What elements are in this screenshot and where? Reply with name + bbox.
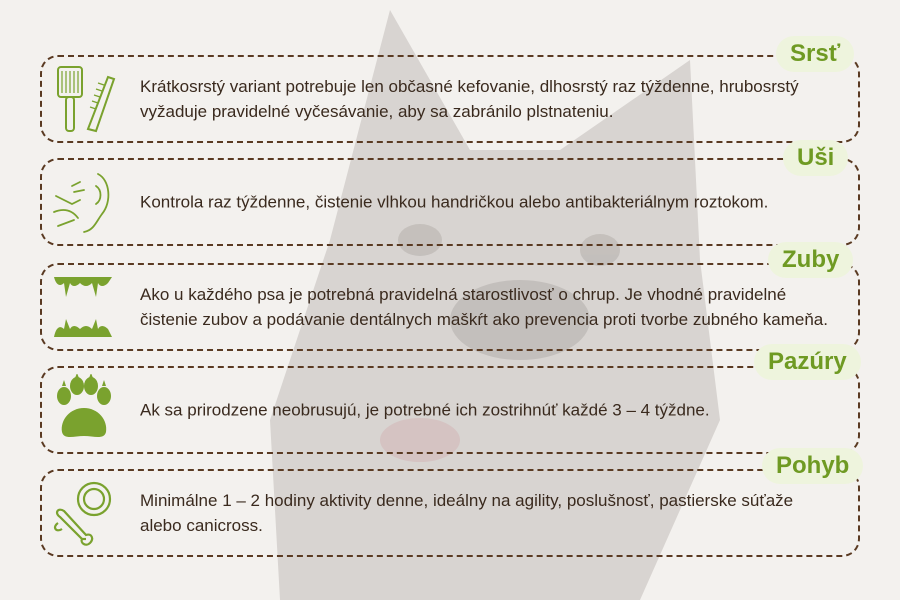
- section-title-pazury: Pazúry: [754, 344, 861, 380]
- card-text: Ak sa prirodzene neobrusujú, je potrebné ich zostrihnúť každé 3 – 4 týždne.: [140, 400, 710, 420]
- card-text: Krátkosrstý variant potrebuje len občasné kefovanie, dlhosrstý raz týždenne, hrubosrstý vyžaduje pravidelné vyčesávanie, aby sa zabránilo plstnateniu.: [140, 77, 799, 121]
- card-text: Minimálne 1 – 2 hodiny aktivity denne, ideálny na agility, poslušnosť, pastierske súťaže alebo canicross.: [140, 491, 794, 535]
- card-text: Ako u každého psa je potrebná pravidelná starostlivosť o chrup. Je vhodné pravidelné čistenie zubov a podávanie dentálnych maškŕt ako prevencia proti tvorbe zubného kameňa.: [140, 285, 828, 329]
- paw-icon: [50, 374, 116, 446]
- ear-cleaning-icon: [50, 166, 116, 238]
- card-zuby: [40, 263, 860, 351]
- brush-and-comb-icon: [50, 63, 116, 135]
- section-title-pohyb: Pohyb: [762, 448, 863, 484]
- section-title-srst: Srsť: [776, 36, 854, 72]
- card-srst: [40, 55, 860, 143]
- bone-and-ball-icon: [50, 477, 116, 549]
- section-title-zuby: Zuby: [768, 242, 853, 278]
- teeth-icon: [50, 271, 116, 343]
- card-pazury: [40, 366, 860, 454]
- card-text: Kontrola raz týždenne, čistenie vlhkou handričkou alebo antibakteriálnym roztokom.: [140, 192, 769, 212]
- section-title-usi: Uši: [783, 140, 848, 176]
- card-pohyb: [40, 469, 860, 557]
- card-usi: [40, 158, 860, 246]
